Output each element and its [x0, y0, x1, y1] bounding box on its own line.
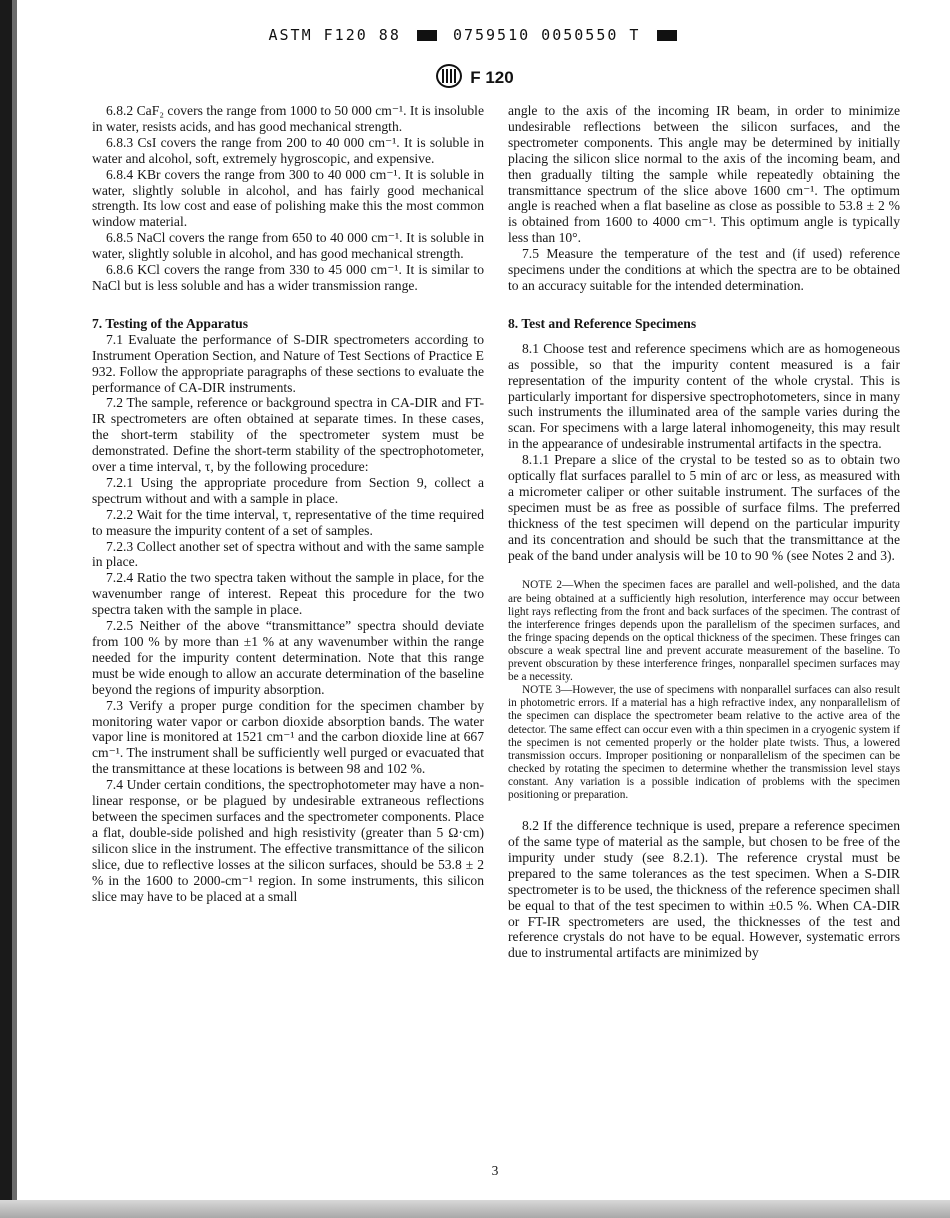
- right-column: [508, 103, 900, 961]
- paragraph-8-1: 8.1 Choose test and reference specimens which are as homogeneous as possible, so that the impurity content measured is a fair representation of the impurity content of the whole crystal. This is particularly important for dispersive spectrophotometers, since in many such instruments the illuminated area of the sample varies during the scan. For specimens with a large lateral inhomogeneity, this may result in the appearance of undesirable instrumental artifacts in the spectra.: [508, 340, 900, 452]
- redaction-block-icon: [657, 30, 677, 41]
- paragraph-7-2-1: 7.2.1 Using the appropriate procedure from Section 9, collect a spectrum without and with a sample in place.: [92, 474, 484, 506]
- paragraph-6-8-6: 6.8.6 KCl covers the range from 330 to 45 000 cm⁻¹. It is similar to NaCl but is less soluble and has a wider transmission range.: [92, 262, 484, 293]
- scan-bottom-edge: [0, 1200, 950, 1218]
- paragraph-7-2-5: 7.2.5 Neither of the above “transmittance” spectra should deviate from 100 % by more than ±1 % at any wavenumber within the range needed for the impurity content determination. Note that this range must be wide enough to allow an accurate determination of the baseline beyond the regions of impurity absorption.: [92, 618, 484, 697]
- scan-edge-dark: [0, 0, 12, 1218]
- paragraph-8-1-1: 8.1.1 Prepare a slice of the crystal to be tested so as to obtain two optically flat surfaces parallel to 5 min of arc or less, as measured with a micrometer caliper or other suitable instrument. The surfaces of the specimen must be as free as possible of surface films. The preferred thickness of the test specimen will depend on the particular impurity and its concentration and should be such that the transmittance at the peak of the band under analysis will be 10 to 90 % (see Notes 2 and 3).: [508, 452, 900, 563]
- paragraph-7-2-4: 7.2.4 Ratio the two spectra taken without the sample in place, for the wavenumber range of interest. Repeat this procedure for the two spectra taken with the sample in place.: [92, 570, 484, 618]
- paragraph-7-2-2: 7.2.2 Wait for the time interval, τ, representative of the time required to measure the impurity content of a set of samples.: [92, 506, 484, 538]
- paragraph-8-2: 8.2 If the difference technique is used, prepare a reference specimen of the same type of material as the sample, but chosen to be free of the impurity under study (see 8.2.1). The reference crystal must be prepared to the same tolerances as the test specimen. When a S-DIR spectrometer is to be used, the thickness of the reference specimen shall be equal to that of the test specimen to within ±0.5 %. When CA-DIR or FT-IR spectrometers are used, the thicknesses of the test and reference crystals do not have to be equal. However, systematic errors due to instrumental artifacts are minimized by: [508, 818, 900, 961]
- paragraph-6-8-2: 6.8.2 CaF₂ covers the range from 1000 to 50 000 cm⁻¹. It is insoluble in water, resists acids, and has good mechanical strength.: [92, 103, 484, 134]
- astm-logo-icon: [436, 64, 462, 88]
- paragraph-6-8-3: 6.8.3 CsI covers the range from 200 to 40 000 cm⁻¹. It is soluble in water and alcohol, soft, extremely hygroscopic, and expensive.: [92, 134, 484, 166]
- note-3: NOTE 3—However, the use of specimens with nonparallel surfaces can also result in photometric errors. If a material has a high refractive index, any nonparallelism of the specimen can displace the spectrometer beam relative to the active area of the detector. The same effect can occur even with a thin specimen in a cryogenic system if the specimen is not cemented properly or the holder plate twists. Thus, a lowered transmission occurs. Improper positioning or nonparallelism of the specimen can be checked by rotating the specimen to determine whether the transmission level stays constant. Any variation is a possible indication of problems with the specimen positioning or preparation.: [508, 684, 900, 801]
- paragraph-7-4-continued: angle to the axis of the incoming IR beam, in order to minimize undesirable reflections between the silicon surfaces, and the spectrometer components. This angle may be determined by initially placing the silicon slice normal to the axis of the incoming beam, and then gradually tilting the sample while repeatedly obtaining the transmittance spectrum of the slice above 1600 cm⁻¹. The optimum angle is reached when a flat baseline as close as possible to 53.8 ± 2 % is obtained from 1600 to 4000 cm⁻¹. This optimum angle is typically less than 10°.: [508, 103, 900, 246]
- scan-edge-shadow: [12, 0, 17, 1218]
- standard-designation: [0, 64, 950, 88]
- designation-text: F 120: [470, 68, 514, 87]
- paragraph-7-1: 7.1 Evaluate the performance of S-DIR spectrometers according to Instrument Operation Section, and Nature of Test Sections of Practice E 932. Follow the appropriate paragraphs of these sections to evaluate the performance of CA-DIR instruments.: [92, 331, 484, 395]
- section-heading-8: 8. Test and Reference Specimens: [508, 315, 697, 331]
- paragraph-7-3: 7.3 Verify a proper purge condition for the specimen chamber by monitoring water vapor or carbon dioxide absorption bands. The water vapor line is monitored at 1521 cm⁻¹ and the carbon dioxide line at 667 cm⁻¹. The instrument shall be sufficiently well purged or evacuated that the transmittance at these locations is between 98 and 102 %.: [92, 697, 484, 777]
- left-column: [92, 103, 484, 904]
- paragraph-7-2: 7.2 The sample, reference or background spectra in CA-DIR and FT-IR spectrometers are often obtained at separate times. In these cases, the short-term stability of the spectrometer system must be demonstrated. Define the short-term stability of the spectrophotometer, over a time interval, τ, by the following procedure:: [92, 395, 484, 475]
- header-code-a: ASTM F120 88: [268, 26, 401, 44]
- paragraph-6-8-5: 6.8.5 NaCl covers the range from 650 to 40 000 cm⁻¹. It is soluble in water, slightly soluble in alcohol, and has good mechanical strength.: [92, 230, 484, 262]
- paragraph-7-2-3: 7.2.3 Collect another set of spectra without and with the same sample in place.: [92, 538, 484, 570]
- document-header-code: [0, 26, 950, 44]
- section-heading-7: 7. Testing of the Apparatus: [92, 315, 248, 331]
- paragraph-7-4: 7.4 Under certain conditions, the spectrophotometer may have a non-linear response, or be plagued by undesirable extraneous reflections between the specimen surfaces and the spectrometer components. Place a flat, double-side polished and high resistivity (greater than 5 Ω·cm) silicon slice in the instrument. The effective transmittance of the silicon slice, due to reflective losses at the silicon surfaces, should be 53.8 ± 2 % in the 1600 to 2000-cm⁻¹ region. In some instruments, this silicon slice may have to be placed at a small: [92, 777, 484, 904]
- paragraph-7-5: 7.5 Measure the temperature of the test and (if used) reference specimens under the conditions at which the spectra are to be obtained to an accuracy suitable for the intended determination.: [508, 246, 900, 293]
- paragraph-6-8-4: 6.8.4 KBr covers the range from 300 to 40 000 cm⁻¹. It is soluble in water, slightly soluble in alcohol, and has fairly good mechanical strength. Its low cost and ease of polishing make this the most common window material.: [92, 166, 484, 230]
- page-number: 3: [491, 1163, 499, 1178]
- note-2: NOTE 2—When the specimen faces are parallel and well-polished, and the data are being obtained at a sufficiently high resolution, interference may occur between light rays reflecting from the front and back surfaces of the specimen. The contrast of the interference fringes depends upon the parallelism of the specimen surfaces, and the fringe spacing depends on the optical thickness of the specimen. These fringes can obscure a weak spectral line and prevent accurate measurement of the baseline. To prevent obscuration by these interference fringes, nonparallel specimen surfaces may be a necessity.: [508, 579, 900, 684]
- redaction-block-icon: [417, 30, 437, 41]
- header-code-b: 0759510 0050550 T: [452, 26, 641, 44]
